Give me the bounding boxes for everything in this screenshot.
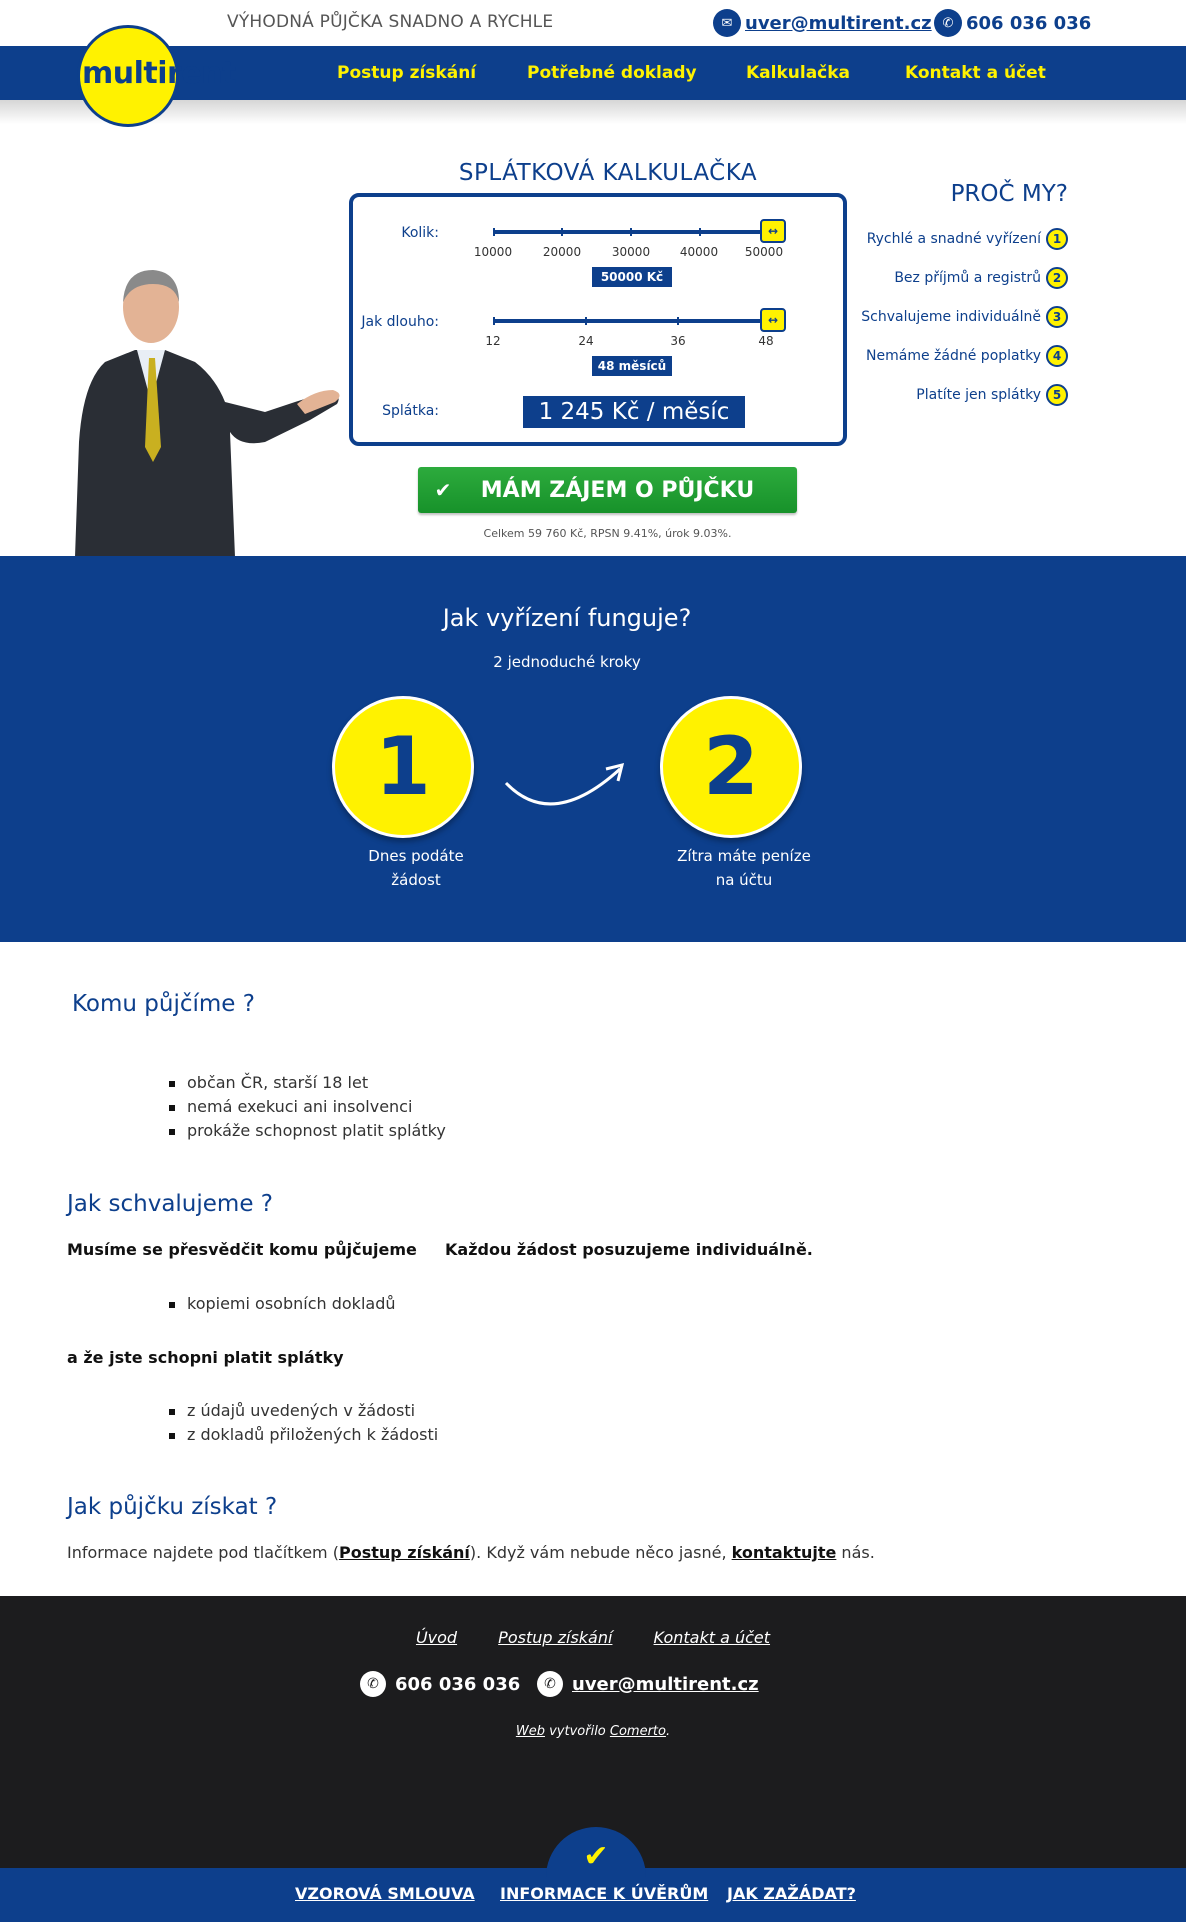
list-item: občan ČR, starší 18 let [165, 1071, 446, 1095]
approve-subheading-2: Každou žádost posuzujeme individuálně. [445, 1240, 813, 1259]
amount-value: 50000 Kč [592, 267, 672, 287]
list-item: kopiemi osobních dokladů [165, 1292, 395, 1316]
duration-slider-handle[interactable] [760, 308, 786, 332]
footer-link-postup-ziskani[interactable]: Postup získání [498, 1628, 613, 1647]
footer-phone[interactable] [360, 1671, 520, 1697]
payment-label: Splátka: [382, 403, 439, 419]
whom-we-lend-title: Komu půjčíme ? [72, 991, 255, 1017]
calculator-panel [349, 193, 847, 446]
text-part: ). Když vám nebude něco jasné, [469, 1543, 732, 1562]
nav-potrebne-doklady[interactable]: Potřebné doklady [527, 63, 697, 83]
loan-summary-note: Celkem 59 760 Kč, RPSN 9.41%, úrok 9.03%. [483, 527, 732, 540]
why-us-item-label: Rychlé a snadné vyřízení [866, 231, 1041, 247]
header-phone[interactable] [934, 9, 1091, 37]
step-1-label [326, 844, 506, 892]
tagline: VÝHODNÁ PŮJČKA SNADNO A RYCHLE [227, 12, 554, 32]
amount-tick-label: 10000 [473, 245, 513, 259]
payment-value: 1 245 Kč / měsíc [523, 396, 745, 428]
text-part: nás. [836, 1543, 875, 1562]
amount-tick-label: 20000 [542, 245, 582, 259]
duration-value: 48 měsíců [592, 356, 672, 376]
why-us-item [861, 306, 1068, 328]
how-it-works-subtitle: 2 jednoduché kroky [493, 653, 641, 671]
header-email-text: uver@multirent.cz [745, 12, 932, 34]
why-us-number-badge: 4 [1046, 345, 1068, 367]
list-item: prokáže schopnost platit splátky [165, 1119, 446, 1143]
duration-slider-track[interactable] [493, 319, 773, 323]
footer-email-text: uver@multirent.cz [572, 1673, 759, 1695]
list-item: nemá exekuci ani insolvenci [165, 1095, 446, 1119]
footer-credit [0, 1724, 1186, 1739]
duration-label: Jak dlouho: [361, 314, 439, 330]
why-us-number-badge: 2 [1046, 267, 1068, 289]
amount-tick-label: 50000 [744, 245, 784, 259]
text-part: Informace najdete pod tlačítkem ( [67, 1543, 339, 1562]
nav-kalkulacka[interactable]: Kalkulačka [746, 63, 851, 83]
amount-tick-label: 40000 [679, 245, 719, 259]
why-us-number-badge: 5 [1046, 384, 1068, 406]
why-us-item [894, 267, 1068, 289]
duration-tick [677, 317, 679, 325]
businessman-illustration [65, 262, 345, 557]
why-us-number-badge: 1 [1046, 228, 1068, 250]
apply-loan-button[interactable] [418, 467, 797, 513]
amount-tick [493, 228, 495, 236]
step-1-circle: 1 [332, 696, 474, 838]
logo-text-rent: rent [167, 56, 236, 91]
footer-links [0, 1628, 1186, 1647]
how-it-works-title: Jak vyřízení funguje? [442, 604, 692, 632]
calculator-title: SPLÁTKOVÁ KALKULAČKA [458, 160, 758, 186]
logo[interactable] [82, 56, 236, 91]
list-item: z údajů uvedených v žádosti [165, 1399, 438, 1423]
footer-link-kontakt[interactable]: Kontakt a účet [653, 1628, 771, 1647]
duration-tick-label: 12 [485, 334, 501, 348]
approve-subheading-1: Musíme se přesvědčit komu půjčujeme [67, 1240, 417, 1259]
nav-shadow [0, 100, 1186, 124]
step-2-circle: 2 [660, 696, 802, 838]
why-us-number-badge: 3 [1046, 306, 1068, 328]
amount-slider-track[interactable] [493, 230, 773, 234]
logo-text-multi: multi [82, 56, 168, 91]
why-us-item-label: Bez příjmů a registrů [894, 270, 1041, 286]
duration-tick [585, 317, 587, 325]
step-2-label [654, 844, 834, 892]
duration-tick-label: 36 [670, 334, 686, 348]
amount-tick-label: 30000 [611, 245, 651, 259]
why-us-item [916, 384, 1068, 406]
approve-list-2 [165, 1399, 438, 1447]
header-email-link[interactable] [713, 9, 932, 37]
sample-contract-link[interactable]: VZOROVÁ SMLOUVA [295, 1884, 475, 1903]
how-to-apply-link[interactable]: JAK ZAŽÁDAT? [727, 1884, 856, 1903]
phone-icon: ✆ [934, 9, 962, 37]
amount-tick [699, 228, 701, 236]
check-icon: ✔ [583, 1839, 609, 1874]
step-1-label-line1: Dnes podáte [368, 847, 464, 865]
top-bar [0, 0, 1186, 46]
amount-label: Kolik: [401, 225, 439, 241]
apply-loan-label: MÁM ZÁJEM O PŮJČKU [480, 477, 755, 503]
check-icon: ✔ [434, 478, 452, 502]
postup-ziskani-link[interactable]: Postup získání [338, 1543, 470, 1562]
amount-slider-handle[interactable] [760, 219, 786, 243]
why-us-item [866, 345, 1068, 367]
loan-info-link[interactable]: INFORMACE K ÚVĚRŮM [500, 1884, 709, 1903]
why-us-item [867, 228, 1068, 250]
nav-postup-ziskani[interactable]: Postup získání [337, 63, 477, 83]
arrows-horizontal-icon: ↔ [767, 224, 779, 238]
credit-text: vytvořilo [544, 1724, 610, 1739]
duration-tick-label: 48 [758, 334, 774, 348]
step-1-label-line2: žádost [391, 871, 441, 889]
approve-list-1 [165, 1292, 395, 1316]
whom-we-lend-list [165, 1071, 446, 1143]
list-item: z dokladů přiložených k žádosti [165, 1423, 438, 1447]
phone-icon: ✆ [360, 1671, 386, 1697]
duration-tick [493, 317, 495, 325]
credit-end: . [665, 1724, 671, 1739]
amount-tick [561, 228, 563, 236]
footer-email-link[interactable] [537, 1671, 759, 1697]
how-we-approve-title: Jak schvalujeme ? [67, 1191, 274, 1217]
why-us-item-label: Schvalujeme individuálně [861, 309, 1041, 325]
how-to-get-loan-text [67, 1543, 875, 1562]
amount-tick [630, 228, 632, 236]
contact-link[interactable]: kontaktujte [731, 1543, 837, 1562]
duration-tick-label: 24 [578, 334, 594, 348]
why-us-item-label: Platíte jen splátky [916, 387, 1041, 403]
how-to-get-loan-title: Jak půjčku získat ? [67, 1494, 278, 1520]
arrows-horizontal-icon: ↔ [767, 313, 779, 327]
nav-kontakt-a-ucet[interactable]: Kontakt a účet [905, 63, 1046, 83]
step-2-label-line2: na účtu [715, 871, 773, 889]
step-2-label-line1: Zítra máte peníze [677, 847, 811, 865]
header-phone-text: 606 036 036 [966, 12, 1092, 34]
how-it-works-section [0, 556, 1186, 942]
approve-subheading-3: a že jste schopni platit splátky [67, 1348, 344, 1367]
curved-arrow-icon [502, 761, 627, 821]
footer-phone-text: 606 036 036 [395, 1673, 521, 1695]
footer-link-uvod[interactable]: Úvod [415, 1628, 458, 1647]
why-us-title: PROČ MY? [950, 181, 1068, 207]
why-us-item-label: Nemáme žádné poplatky [866, 348, 1041, 364]
credit-comerto-link[interactable]: Comerto [609, 1724, 666, 1739]
phone-icon: ✆ [537, 1671, 563, 1697]
credit-web-link[interactable]: Web [515, 1724, 545, 1739]
envelope-icon: ✉ [713, 9, 741, 37]
